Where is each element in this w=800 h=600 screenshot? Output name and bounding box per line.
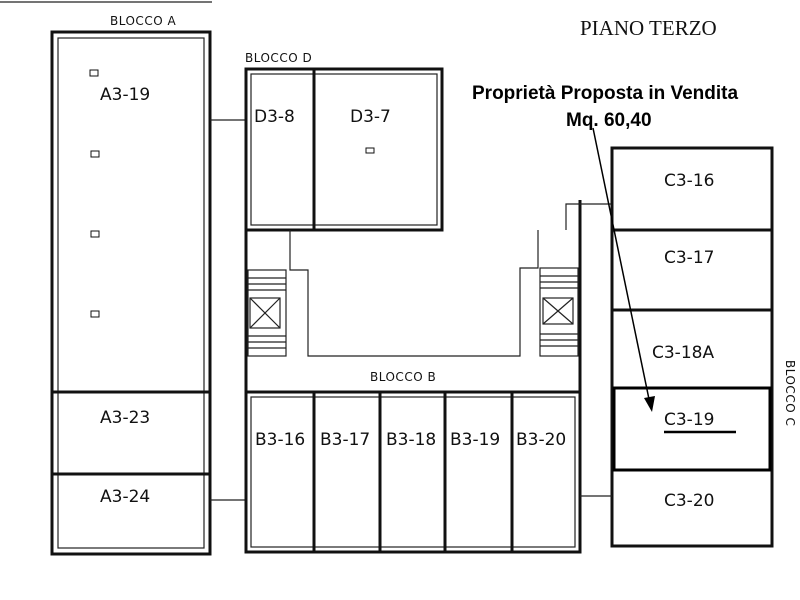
block-d-outline <box>246 69 442 230</box>
unit-a3-24: A3-24 <box>100 487 151 507</box>
block-d <box>245 51 442 230</box>
unit-b3-20: B3-20 <box>516 430 567 450</box>
unit-c3-16: C3-16 <box>664 171 715 191</box>
column <box>91 311 99 317</box>
floor-title: PIANO TERZO <box>580 16 717 40</box>
sale-notice-title: Proprietà Proposta in Vendita <box>472 83 739 104</box>
unit-d3-7: D3-7 <box>350 107 391 127</box>
block-a-outline <box>52 32 210 554</box>
column <box>366 148 374 153</box>
column <box>91 151 99 157</box>
block-a-inner <box>58 38 204 548</box>
block-d-inner <box>251 74 437 225</box>
block-d-label: BLOCCO D <box>245 51 313 65</box>
block-b-outline <box>246 392 580 552</box>
column <box>90 70 98 76</box>
block-a-label: BLOCCO A <box>110 14 177 28</box>
stairwell-right <box>540 268 578 356</box>
column <box>91 231 99 237</box>
unit-b3-18: B3-18 <box>386 430 437 450</box>
unit-c3-17: C3-17 <box>664 248 715 268</box>
block-b-inner <box>251 397 575 547</box>
unit-a3-23: A3-23 <box>100 408 151 428</box>
pointer-arrow <box>593 128 655 412</box>
unit-c3-18a: C3-18A <box>652 343 715 363</box>
block-a <box>52 14 246 554</box>
block-c <box>580 148 797 546</box>
stairwell-left <box>248 270 286 356</box>
block-b <box>246 370 580 552</box>
connector-line <box>566 204 612 230</box>
corridor-outline <box>290 230 538 356</box>
block-c-label: BLOCCO C <box>783 360 797 427</box>
arrow-head-icon <box>644 396 655 412</box>
block-b-label: BLOCCO B <box>370 370 437 384</box>
unit-c3-20: C3-20 <box>664 491 715 511</box>
unit-d3-8: D3-8 <box>254 107 295 127</box>
unit-b3-17: B3-17 <box>320 430 371 450</box>
unit-a3-19: A3-19 <box>100 85 151 105</box>
unit-b3-19: B3-19 <box>450 430 501 450</box>
unit-b3-16: B3-16 <box>255 430 306 450</box>
arrow-line <box>593 128 650 404</box>
sale-notice-area: Mq. 60,40 <box>566 110 652 131</box>
unit-c3-19-highlighted: C3-19 <box>664 410 715 430</box>
